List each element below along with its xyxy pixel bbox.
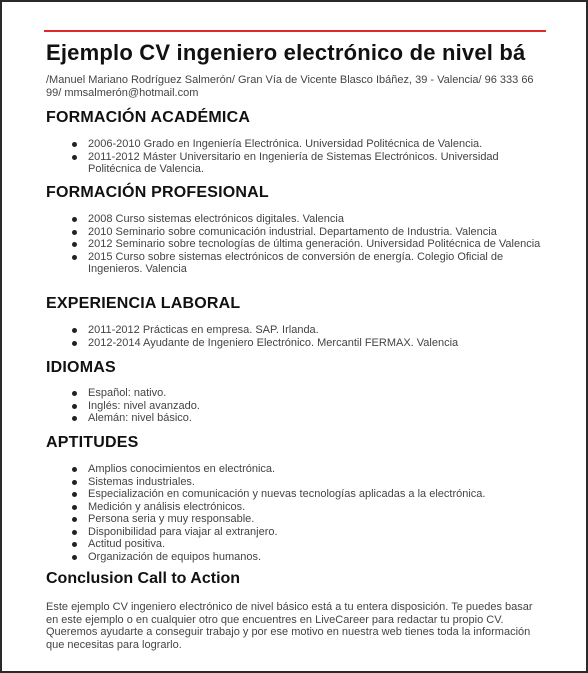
bullet-icon — [72, 492, 77, 497]
bullet-icon — [72, 341, 77, 346]
bullet-icon — [72, 530, 77, 535]
list-item-text: 2006-2010 Grado en Ingeniería Electrónica. Universidad Politécnica de Valencia. — [88, 138, 483, 150]
bullet-icon — [72, 404, 77, 409]
list-item-text: 2011-2012 Máster Universitario en Ingeniería de Sistemas Electrónicos. Universidad Politécnica de Valencia. — [88, 150, 499, 175]
list-item — [72, 551, 542, 564]
bullet-icon — [72, 242, 77, 247]
list-item — [72, 513, 542, 526]
list-item-text: Organización de equipos humanos. — [88, 550, 262, 563]
list-item — [72, 337, 542, 350]
section-title-experiencia-laboral: EXPERIENCIA LABORAL — [46, 295, 241, 312]
list-formacion-academica — [72, 138, 542, 176]
list-item — [72, 324, 542, 337]
list-item-text: 2010 Seminario sobre comunicación industrial. Departamento de Industria. Valencia — [88, 225, 497, 238]
list-item — [72, 138, 542, 151]
bullet-icon — [72, 391, 77, 396]
list-item-text: 2015 Curso sobre sistemas electrónicos de conversión de energía. Colegio Oficial de Ingenieros. Valencia — [88, 250, 504, 275]
bullet-icon — [72, 505, 77, 510]
list-item — [72, 151, 542, 176]
list-item — [72, 238, 542, 251]
list-item-text: Actitud positiva. — [88, 538, 166, 550]
list-item — [72, 251, 542, 276]
bullet-icon — [72, 328, 77, 333]
list-item — [72, 488, 542, 501]
accent-rule — [44, 30, 546, 32]
bullet-icon — [72, 555, 77, 560]
list-item — [72, 213, 542, 226]
list-item — [72, 526, 542, 539]
section-title-aptitudes: APTITUDES — [46, 434, 139, 451]
list-item-text: Disponibilidad para viajar al extranjero. — [88, 525, 278, 538]
bullet-icon — [72, 217, 77, 222]
list-item — [72, 501, 542, 514]
list-item — [72, 463, 542, 476]
list-item-text: Persona seria y muy responsable. — [88, 513, 255, 525]
list-item-text: Especialización en comunicación y nuevas tecnologías aplicadas a la electrónica. — [88, 488, 486, 500]
section-title-formacion-academica: FORMACIÓN ACADÉMICA — [46, 109, 251, 126]
bullet-icon — [72, 517, 77, 522]
bullet-icon — [72, 142, 77, 147]
list-item — [72, 400, 542, 413]
list-item — [72, 412, 542, 425]
list-item — [72, 387, 542, 400]
list-item-text: 2012 Seminario sobre tecnologías de última generación. Universidad Politécnica de Valencia — [88, 238, 541, 250]
list-item — [72, 538, 542, 551]
list-item-text: Medición y análisis electrónicos. — [88, 500, 246, 513]
bullet-icon — [72, 155, 77, 160]
bullet-icon — [72, 416, 77, 421]
list-item-text: Amplios conocimientos en electrónica. — [88, 463, 276, 475]
contact-line: /Manuel Mariano Rodríguez Salmerón/ Gran Vía de Vicente Blasco Ibáñez, 39 - Valencia/ 96 333 66 99/ mmsalmerón@hotmail.com — [46, 74, 534, 99]
bullet-icon — [72, 467, 77, 472]
list-item-text: 2011-2012 Prácticas en empresa. SAP. Irlanda. — [88, 324, 319, 336]
bullet-icon — [72, 480, 77, 485]
list-aptitudes — [72, 463, 542, 563]
list-item — [72, 476, 542, 489]
bullet-icon — [72, 542, 77, 547]
list-experiencia-laboral — [72, 324, 542, 349]
list-item-text: Sistemas industriales. — [88, 475, 195, 488]
page-title: Ejemplo CV ingeniero electrónico de nivel bá — [46, 40, 526, 65]
list-item-text: Español: nativo. — [88, 387, 167, 399]
section-title-formacion-profesional: FORMACIÓN PROFESIONAL — [46, 184, 269, 201]
list-item-text: 2012-2014 Ayudante de Ingeniero Electrónico. Mercantil FERMAX. Valencia — [88, 336, 459, 349]
list-formacion-profesional — [72, 213, 542, 276]
bullet-icon — [72, 255, 77, 260]
cta-text: Este ejemplo CV ingeniero electrónico de nivel básico está a tu entera disposición. Te puedes basar en este ejemplo o en cualquier otro que encuentres en LiveCareer para redactar tu propio CV. Queremos ayudarte a conseguir trabajo y por ese motivo en nuestra web tienes toda la información que necesitas para lograrlo. — [46, 601, 533, 651]
list-item-text: Alemán: nivel básico. — [88, 412, 192, 424]
cta-title: Conclusion Call to Action — [46, 570, 241, 587]
bullet-icon — [72, 230, 77, 235]
list-idiomas — [72, 387, 542, 425]
list-item-text: Inglés: nivel avanzado. — [88, 399, 200, 412]
list-item-text: 2008 Curso sistemas electrónicos digitales. Valencia — [88, 213, 344, 225]
section-title-idiomas: IDIOMAS — [46, 359, 116, 376]
list-item — [72, 226, 542, 239]
